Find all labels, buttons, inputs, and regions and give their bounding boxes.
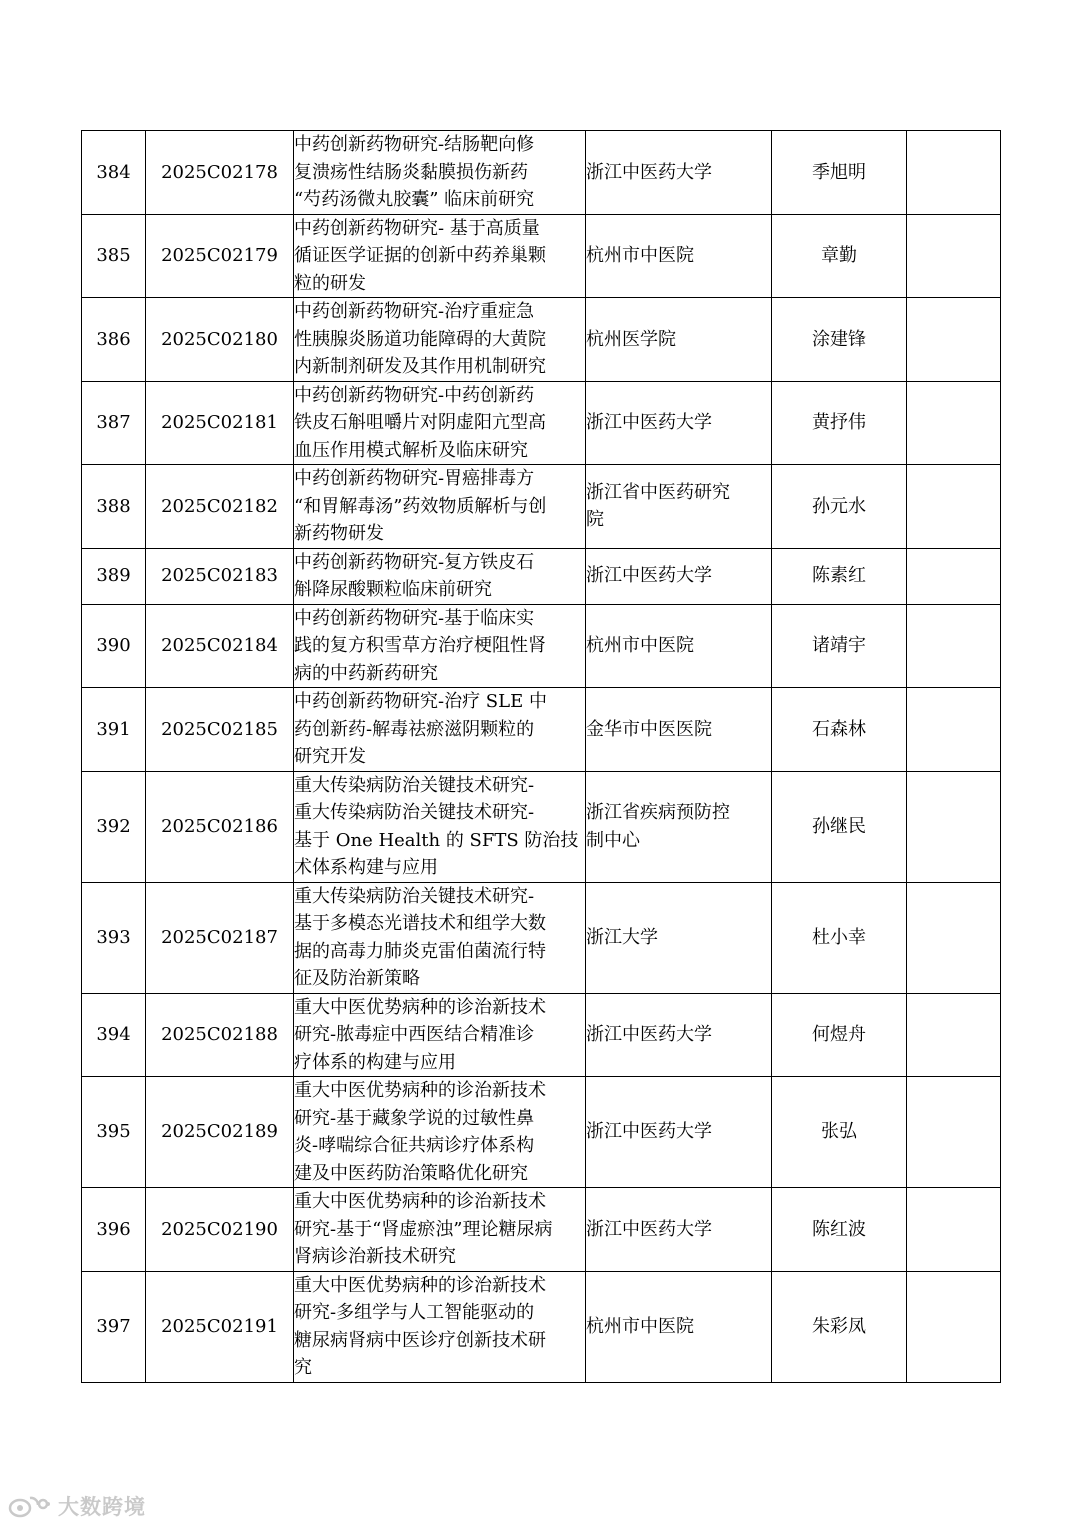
person-in-charge: 孙元水 — [772, 465, 907, 549]
table-row — [82, 993, 1001, 1077]
project-title-line: 研究-多组学与人工智能驱动的 — [294, 1302, 535, 1323]
organization-line: 浙江大学 — [586, 926, 658, 948]
row-number: 390 — [82, 604, 146, 688]
organization — [586, 131, 772, 215]
note-cell — [907, 1188, 1001, 1272]
note-cell — [907, 131, 1001, 215]
project-title-line: 研究-基于藏象学说的过敏性鼻 — [294, 1107, 535, 1129]
project-title-line: 循证医学证据的创新中药养巢颗 — [294, 245, 546, 266]
row-number: 396 — [82, 1188, 146, 1272]
project-code: 2025C02183 — [146, 548, 294, 604]
row-number: 394 — [82, 993, 146, 1077]
project-title-line: 中药创新药物研究-治疗 SLE 中 — [294, 691, 547, 712]
project-code: 2025C02186 — [146, 771, 294, 882]
project-code: 2025C02178 — [146, 131, 294, 215]
note-cell — [907, 1077, 1001, 1188]
note-cell — [907, 1271, 1001, 1382]
project-code: 2025C02188 — [146, 993, 294, 1077]
project-code: 2025C02184 — [146, 604, 294, 688]
person-in-charge: 诸靖宇 — [772, 604, 907, 688]
table-row — [82, 381, 1001, 465]
project-title-line: 疗体系的构建与应用 — [294, 1051, 456, 1073]
organization-line: 浙江中医药大学 — [586, 161, 712, 183]
project-title-line: “芍药汤微丸胶囊” 临床前研究 — [294, 189, 535, 210]
project-title — [294, 381, 586, 465]
organization-line: 杭州市中医院 — [586, 1315, 694, 1337]
project-title-line: 重大中医优势病种的诊治新技术 — [294, 1274, 546, 1296]
project-code: 2025C02187 — [146, 882, 294, 993]
weibo-logo-icon — [8, 1493, 52, 1519]
row-number: 385 — [82, 214, 146, 298]
project-title-line: 血压作用模式解析及临床研究 — [294, 439, 528, 461]
organization — [586, 381, 772, 465]
project-title-line: 中药创新药物研究-中药创新药 — [294, 384, 535, 406]
project-title-line: 粒的研发 — [294, 272, 366, 294]
project-title-line: 糖尿病肾病中医诊疗创新技术研 — [294, 1329, 546, 1351]
table-row — [82, 882, 1001, 993]
table-row — [82, 1188, 1001, 1272]
project-title-line: 性胰腺炎肠道功能障碍的大黄院 — [294, 328, 546, 350]
person-in-charge: 涂建锋 — [772, 298, 907, 382]
note-cell — [907, 465, 1001, 549]
project-code: 2025C02191 — [146, 1271, 294, 1382]
project-title-line: 斛降尿酸颗粒临床前研究 — [294, 579, 492, 600]
project-code: 2025C02189 — [146, 1077, 294, 1188]
organization-line: 制中心 — [586, 829, 640, 851]
note-cell — [907, 381, 1001, 465]
project-title — [294, 214, 586, 298]
table-row — [82, 214, 1001, 298]
row-number: 395 — [82, 1077, 146, 1188]
row-number: 388 — [82, 465, 146, 549]
table-row — [82, 604, 1001, 688]
row-number: 392 — [82, 771, 146, 882]
project-title-line: 药创新药-解毒祛瘀滋阴颗粒的 — [294, 718, 535, 740]
table-row — [82, 1271, 1001, 1382]
person-in-charge: 章勤 — [772, 214, 907, 298]
organization-line: 浙江中医药大学 — [586, 1024, 712, 1045]
organization-line: 杭州医学院 — [586, 328, 676, 350]
organization-line: 金华市中医医院 — [586, 718, 712, 740]
project-title — [294, 465, 586, 549]
person-in-charge: 何煜舟 — [772, 993, 907, 1077]
watermark-text: 大数跨境 — [58, 1495, 146, 1519]
project-title-line: 基于多模态光谱技术和组学大数 — [294, 913, 546, 934]
project-title — [294, 1077, 586, 1188]
project-title-line: 复溃疡性结肠炎黏膜损伤新药 — [294, 161, 528, 183]
project-title-line: 中药创新药物研究-治疗重症急 — [294, 301, 535, 322]
project-title-line: 炎-哮喘综合征共病诊疗体系构 — [294, 1135, 535, 1156]
row-number: 384 — [82, 131, 146, 215]
project-code: 2025C02185 — [146, 688, 294, 772]
project-title-line: 术体系构建与应用 — [294, 857, 438, 878]
person-in-charge: 杜小幸 — [772, 882, 907, 993]
project-title-line: 中药创新药物研究-结肠靶向修 — [294, 134, 535, 155]
project-title-line: 建及中医药防治策略优化研究 — [294, 1162, 528, 1184]
project-title-line: 征及防治新策略 — [294, 968, 420, 989]
organization-line: 院 — [586, 509, 604, 531]
project-title — [294, 882, 586, 993]
person-in-charge: 石森林 — [772, 688, 907, 772]
project-title-line: 重大中医优势病种的诊治新技术 — [294, 1080, 546, 1101]
project-title-line: 研究-基于“肾虚瘀浊”理论糖尿病 — [294, 1218, 553, 1240]
table-row — [82, 131, 1001, 215]
project-title-line: 研究-脓毒症中西医结合精准诊 — [294, 1024, 535, 1045]
note-cell — [907, 771, 1001, 882]
project-title — [294, 604, 586, 688]
project-title-line: 基于 One Health 的 SFTS 防治技 — [294, 829, 579, 851]
organization-line: 浙江中医药大学 — [586, 1121, 712, 1143]
note-cell — [907, 298, 1001, 382]
organization — [586, 604, 772, 688]
organization — [586, 465, 772, 549]
organization-line: 浙江省中医药研究 — [586, 481, 730, 503]
person-in-charge: 陈素红 — [772, 548, 907, 604]
person-in-charge: 季旭明 — [772, 131, 907, 215]
project-title-line: 究 — [294, 1357, 312, 1378]
organization — [586, 298, 772, 382]
organization-line: 浙江中医药大学 — [586, 1218, 712, 1240]
project-title — [294, 1188, 586, 1272]
note-cell — [907, 604, 1001, 688]
project-title — [294, 993, 586, 1077]
organization — [586, 882, 772, 993]
project-title-line: “和胃解毒汤”药效物质解析与创 — [294, 495, 547, 517]
table-body — [82, 131, 1001, 1383]
project-code: 2025C02190 — [146, 1188, 294, 1272]
person-in-charge: 黄抒伟 — [772, 381, 907, 465]
project-title-line: 重大中医优势病种的诊治新技术 — [294, 996, 546, 1018]
project-title-line: 重大传染病防治关键技术研究- — [294, 802, 535, 823]
organization-line: 浙江中医药大学 — [586, 412, 712, 433]
project-code: 2025C02182 — [146, 465, 294, 549]
project-code: 2025C02180 — [146, 298, 294, 382]
table-row — [82, 548, 1001, 604]
project-title-line: 肾病诊治新技术研究 — [294, 1246, 456, 1267]
project-title-line: 铁皮石斛咀嚼片对阴虚阳亢型高 — [294, 412, 546, 433]
organization — [586, 1271, 772, 1382]
table-row — [82, 688, 1001, 772]
project-title-line: 病的中药新药研究 — [294, 662, 438, 684]
organization-line: 浙江省疾病预防控 — [586, 802, 730, 823]
project-title-line: 重大中医优势病种的诊治新技术 — [294, 1191, 546, 1212]
row-number: 386 — [82, 298, 146, 382]
note-cell — [907, 548, 1001, 604]
table-row — [82, 465, 1001, 549]
person-in-charge: 陈红波 — [772, 1188, 907, 1272]
organization-line: 浙江中医药大学 — [586, 565, 712, 587]
table-row — [82, 771, 1001, 882]
organization — [586, 1077, 772, 1188]
project-title — [294, 298, 586, 382]
organization — [586, 1188, 772, 1272]
project-title-line: 中药创新药物研究-基于临床实 — [294, 607, 535, 629]
person-in-charge: 张弘 — [772, 1077, 907, 1188]
project-code: 2025C02179 — [146, 214, 294, 298]
row-number: 389 — [82, 548, 146, 604]
project-title-line: 中药创新药物研究-胃癌排毒方 — [294, 468, 535, 489]
note-cell — [907, 993, 1001, 1077]
person-in-charge: 朱彩凤 — [772, 1271, 907, 1382]
row-number: 393 — [82, 882, 146, 993]
note-cell — [907, 214, 1001, 298]
row-number: 391 — [82, 688, 146, 772]
row-number: 387 — [82, 381, 146, 465]
project-title — [294, 548, 586, 604]
organization — [586, 688, 772, 772]
project-title-line: 中药创新药物研究-复方铁皮石 — [294, 551, 535, 573]
person-in-charge: 孙继民 — [772, 771, 907, 882]
project-title — [294, 688, 586, 772]
organization-line: 杭州市中医院 — [586, 635, 694, 656]
project-code: 2025C02181 — [146, 381, 294, 465]
project-title-line: 新药物研发 — [294, 523, 384, 544]
table-row — [82, 1077, 1001, 1188]
project-title-line: 中药创新药物研究- 基于高质量 — [294, 217, 540, 239]
project-title — [294, 771, 586, 882]
note-cell — [907, 688, 1001, 772]
project-title-line: 据的高毒力肺炎克雷伯菌流行特 — [294, 940, 546, 962]
project-title-line: 内新制剂研发及其作用机制研究 — [294, 356, 546, 377]
project-table — [81, 130, 1001, 1383]
project-title-line: 重大传染病防治关键技术研究- — [294, 774, 535, 796]
organization — [586, 993, 772, 1077]
watermark — [8, 1491, 146, 1521]
project-title — [294, 131, 586, 215]
row-number: 397 — [82, 1271, 146, 1382]
table-row — [82, 298, 1001, 382]
project-title-line: 研究开发 — [294, 746, 366, 767]
project-title-line: 重大传染病防治关键技术研究- — [294, 885, 535, 907]
organization-line: 杭州市中医院 — [586, 245, 694, 266]
project-title — [294, 1271, 586, 1382]
organization — [586, 548, 772, 604]
project-title-line: 践的复方积雪草方治疗梗阻性肾 — [294, 635, 546, 656]
note-cell — [907, 882, 1001, 993]
organization — [586, 771, 772, 882]
organization — [586, 214, 772, 298]
